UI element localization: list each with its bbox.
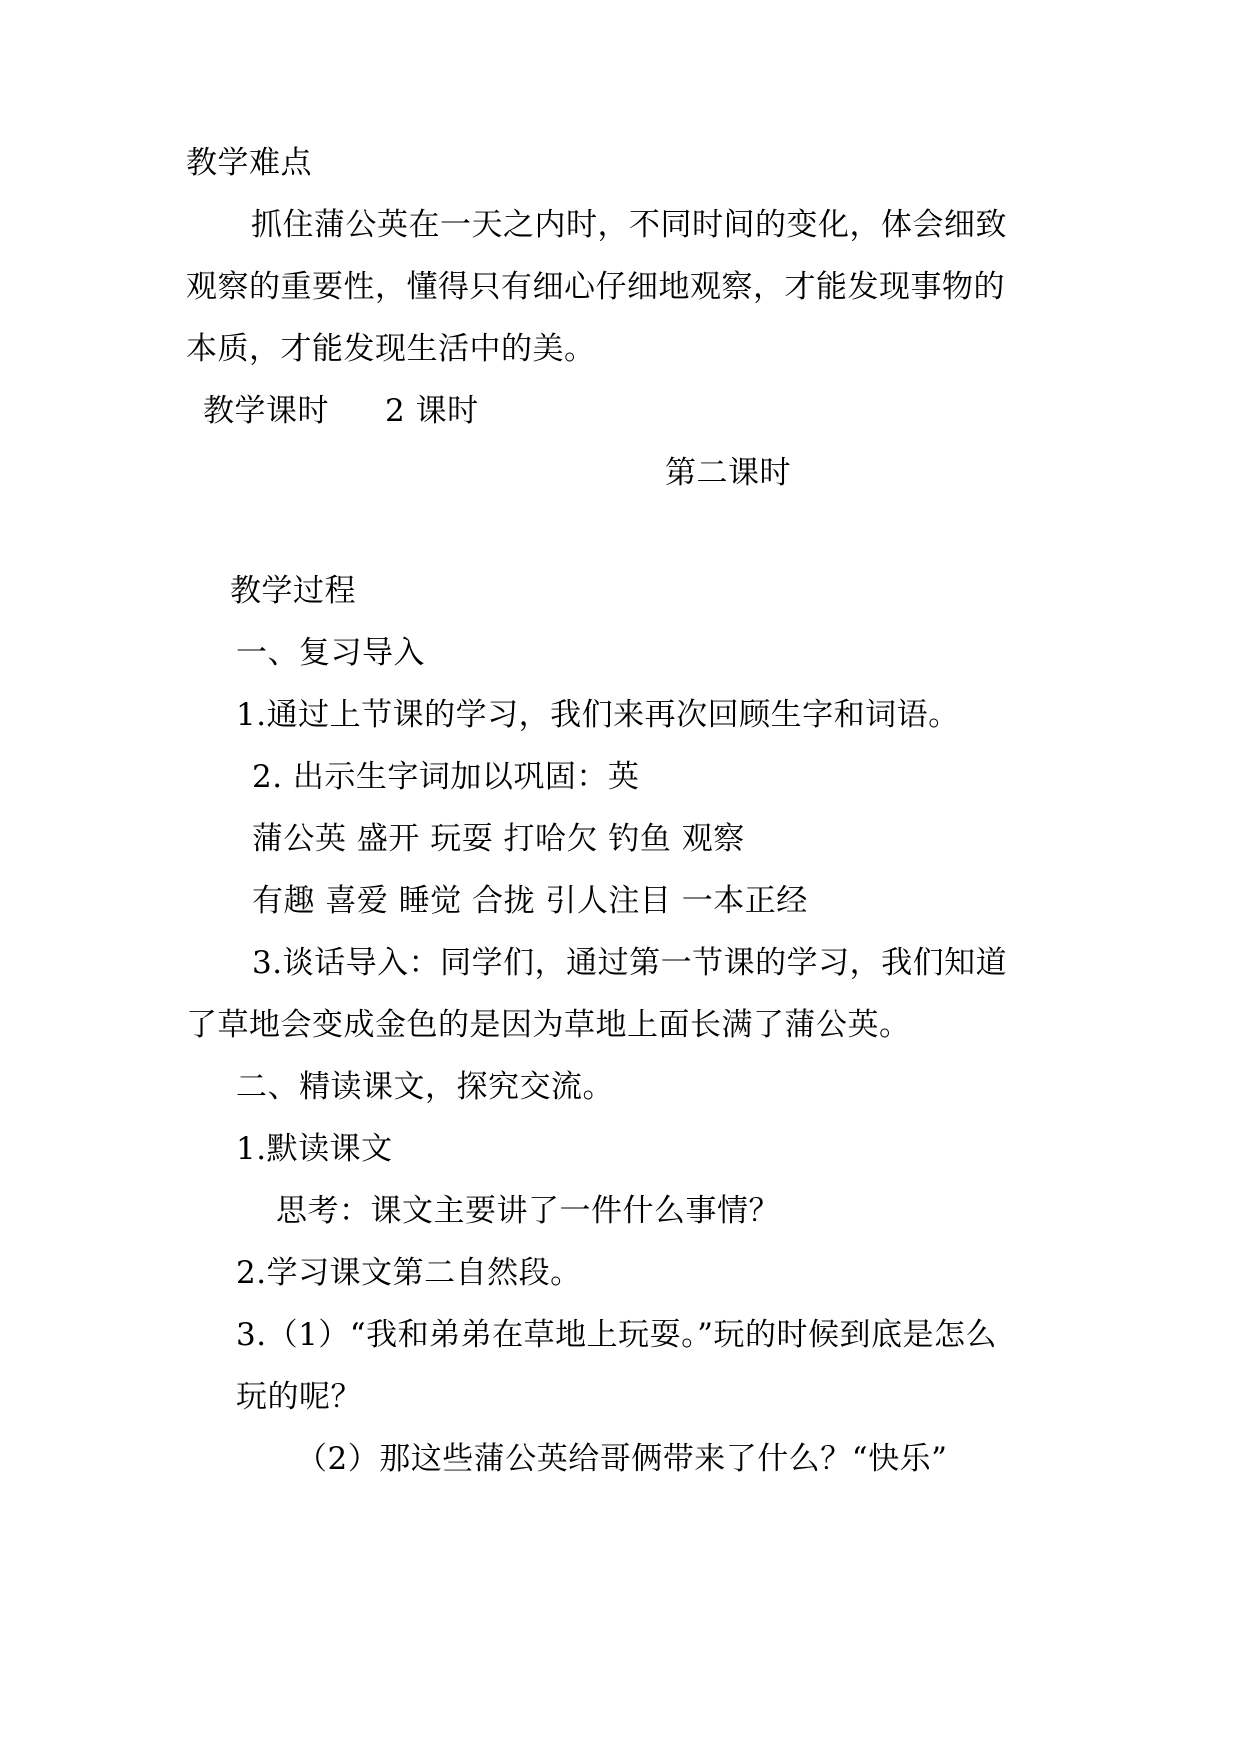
difficulty-text-line-2: 观察的重要性，懂得只有细心仔细地观察，才能发现事物的 [186, 269, 1005, 305]
section2-item3-line-2: 玩的呢？ [236, 1379, 362, 1415]
section1-title: 一、复习导入 [236, 635, 425, 671]
section2-item3-line-1: 3.（1）“我和弟弟在草地上玩耍。”玩的时候到底是怎么 [236, 1317, 997, 1353]
section1-item3-line-1: 3.谈话导入：同学们，通过第一节课的学习，我们知道 [252, 945, 1008, 981]
section1-item2: 2. 出示生字词加以巩固：英 [252, 759, 640, 795]
section2-item1-think: 思考：课文主要讲了一件什么事情？ [276, 1193, 780, 1229]
section2-item2: 2.学习课文第二自然段。 [236, 1255, 582, 1291]
difficulty-text-line-1: 抓住蒲公英在一天之内时，不同时间的变化，体会细致 [251, 207, 1007, 243]
periods-value: 2 课时 [385, 393, 479, 429]
difficulty-heading: 教学难点 [186, 145, 312, 181]
difficulty-text-line-3: 本质，才能发现生活中的美。 [186, 331, 596, 367]
periods-label: 教学课时 [203, 393, 329, 429]
section1-item3-line-2: 了草地会变成金色的是因为草地上面长满了蒲公英。 [186, 1007, 911, 1043]
vocabulary-row-2: 有趣 喜爱 睡觉 合拢 引人注目 一本正经 [252, 883, 808, 919]
vocabulary-row-1: 蒲公英 盛开 玩耍 打哈欠 钓鱼 观察 [252, 821, 745, 857]
section2-item1: 1.默读课文 [236, 1131, 393, 1167]
section2-item3-sub2: （2）那这些蒲公英给哥俩带来了什么？“快乐” [296, 1441, 948, 1477]
section1-item1: 1.通过上节课的学习，我们来再次回顾生字和词语。 [236, 697, 960, 733]
lesson-title: 第二课时 [665, 455, 791, 491]
process-heading: 教学过程 [230, 573, 356, 609]
section2-title: 二、精读课文，探究交流。 [236, 1069, 614, 1105]
